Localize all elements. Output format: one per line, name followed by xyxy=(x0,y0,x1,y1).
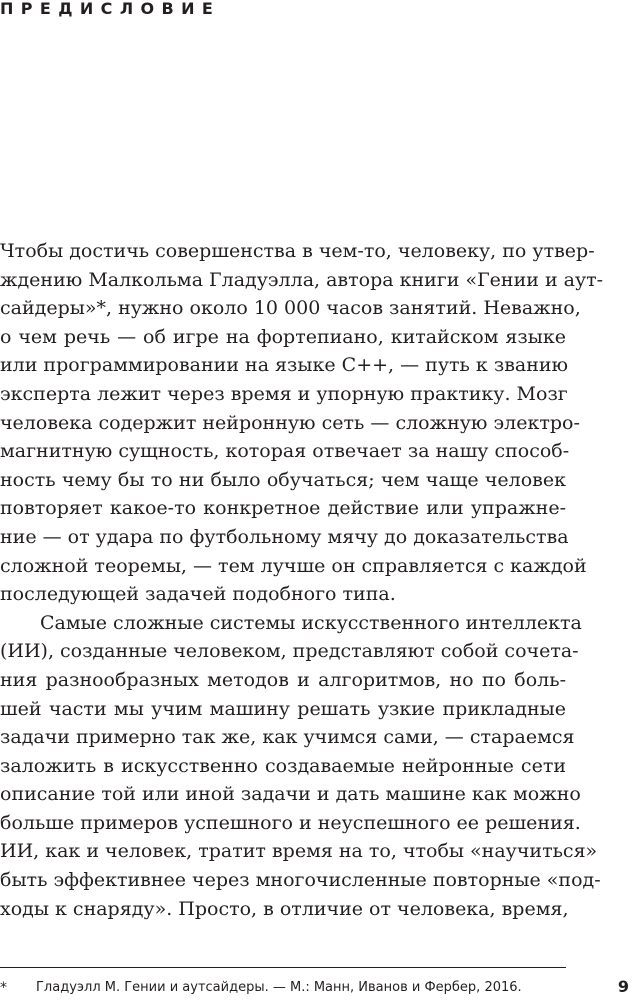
text-line: описание той или иной задачи и дать машине как можно xyxy=(0,783,581,806)
text-line: сложной теоремы, — тем лучше он справляется с каждой xyxy=(0,554,587,577)
footnote-marker: * xyxy=(0,980,7,996)
text-line: Чтобы достичь совершенства в чем-то, человеку, по утвер- xyxy=(0,240,595,262)
main-text xyxy=(0,237,604,923)
page-number: 9 xyxy=(617,977,629,996)
text-line: шей части мы учим машину решать узкие прикладные xyxy=(0,697,566,720)
text-line: человека содержит нейронную сеть — сложную электро- xyxy=(0,411,580,434)
paragraph-start-line: Самые сложные системы искусственного интеллекта xyxy=(40,611,582,634)
text-line: или программировании на языке С++, — путь к званию xyxy=(0,354,569,377)
paragraph-end-line: последующей задачей подобного типа. xyxy=(0,583,396,606)
text-line: ждению Малкольма Гладуэлла, автора книги «Гении и аут- xyxy=(0,268,604,291)
text-line: больше примеров успешного и неуспешного ее решения. xyxy=(0,811,581,834)
text-line: эксперта лежит через время и упорную практику. Мозг xyxy=(0,382,568,405)
text-line: повторяет какое-то конкретное действие или упражне- xyxy=(0,497,566,520)
text-line: сайдеры»*, нужно около 10 000 часов занятий. Неважно, xyxy=(0,297,581,320)
text-line: ние — от удара по футбольному мячу до доказательства xyxy=(0,525,569,548)
text-line: (ИИ), созданные человеком, представляют собой сочета- xyxy=(0,640,579,663)
running-header: ПРЕДИСЛОВИЕ xyxy=(0,0,221,18)
text-line: ИИ, как и человек, тратит время на то, чтобы «научиться» xyxy=(0,840,598,863)
footnote-text: Гладуэлл М. Гении и аутсайдеры. — М.: Манн, Иванов и Фербер, 2016. xyxy=(36,980,522,995)
text-line: быть эффективнее через многочисленные повторные «под- xyxy=(0,869,601,892)
text-line: задачи примерно так же, как учимся сами, — стараемся xyxy=(0,726,575,749)
footnote-divider xyxy=(0,967,566,968)
text-line: ния разнообразных методов и алгоритмов, но по боль- xyxy=(0,668,566,691)
text-line: магнитную сущность, которая отвечает за нашу способ- xyxy=(0,440,570,463)
text-line: о чем речь — об игре на фортепиано, китайском языке xyxy=(0,325,566,348)
text-line: ность чему бы то ни было обучаться; чем чаще человек xyxy=(0,468,566,491)
text-line: заложить в искусственно создаваемые нейронные сети xyxy=(0,754,566,777)
text-line: ходы к снаряду». Просто, в отличие от человека, время, xyxy=(0,897,569,920)
